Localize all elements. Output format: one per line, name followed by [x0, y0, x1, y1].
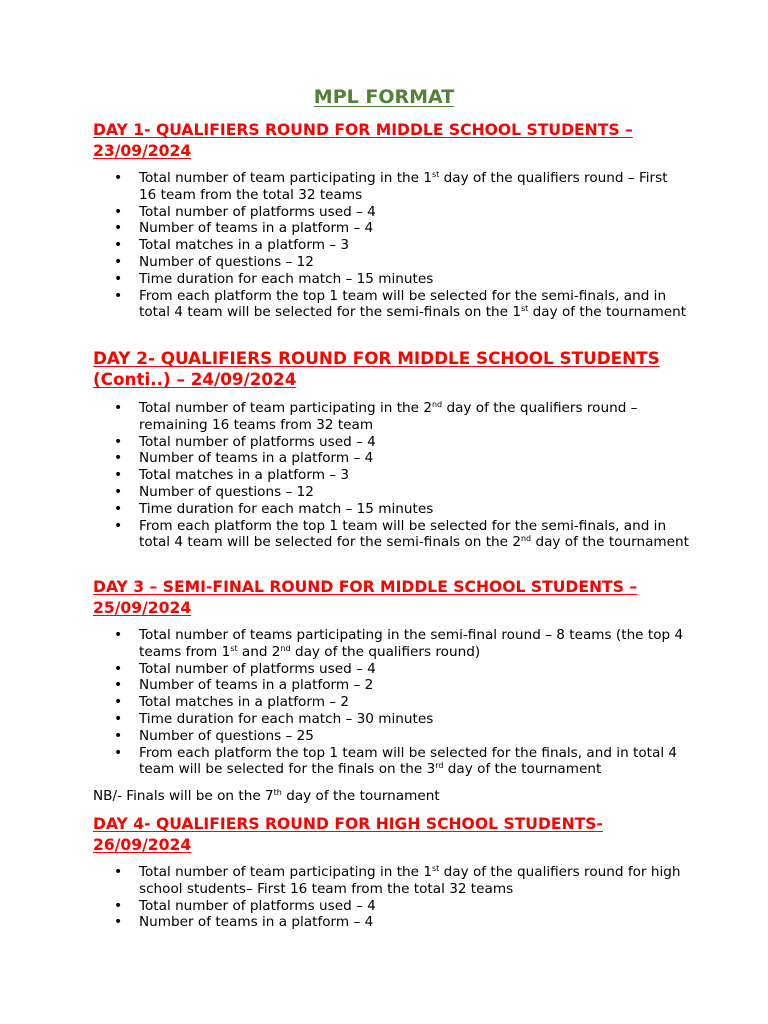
list-item: • Total matches in a platform – 3: [139, 237, 689, 254]
list-item: • Number of teams in a platform – 4: [139, 450, 689, 467]
section-heading-day-1: DAY 1- QUALIFIERS ROUND FOR MIDDLE SCHOOL STUDENTS – 23/09/2024: [93, 121, 633, 160]
list-item: • Total number of platforms used – 4: [139, 434, 689, 451]
list-item: • Total matches in a platform – 3: [139, 467, 689, 484]
finals-note: NB/- Finals will be on the 7th day of the tournament: [93, 788, 440, 804]
page-title: MPL FORMAT: [313, 86, 455, 108]
list-item: • Total number of platforms used – 4: [139, 898, 689, 915]
list-item: • Total number of team participating in the 1st day of the qualifiers round for high school students– First 16 team from the total 32 teams: [139, 864, 689, 898]
list-item: • From each platform the top 1 team will be selected for the finals, and in total 4 team will be selected for the finals on the 3rd day of the tournament: [139, 745, 689, 779]
list-item: • Number of questions – 12: [139, 254, 689, 271]
list-item: • Total matches in a platform – 2: [139, 694, 689, 711]
list-item: • Number of questions – 12: [139, 484, 689, 501]
list-item: • Time duration for each match – 30 minutes: [139, 711, 689, 728]
list-item: • Total number of team participating in the 1st day of the qualifiers round – First 16 team from the total 32 teams: [139, 170, 689, 204]
list-item: • Number of teams in a platform – 4: [139, 220, 689, 237]
list-item: • Total number of platforms used – 4: [139, 204, 689, 221]
section-heading-day-4: DAY 4- QUALIFIERS ROUND FOR HIGH SCHOOL STUDENTS- 26/09/2024: [93, 815, 603, 854]
list-item: • Time duration for each match – 15 minutes: [139, 501, 689, 518]
section-heading-day-2: DAY 2- QUALIFIERS ROUND FOR MIDDLE SCHOOL STUDENTS (Conti..) – 24/09/2024: [93, 348, 660, 389]
list-item: • From each platform the top 1 team will be selected for the semi-finals, and in total 4 team will be selected for the semi-finals on the 1st day of the tournament: [139, 288, 689, 322]
section-heading-day-3: DAY 3 – SEMI-FINAL ROUND FOR MIDDLE SCHOOL STUDENTS – 25/09/2024: [93, 578, 638, 617]
section-list-day-4: [139, 864, 689, 931]
list-item: • Number of questions – 25: [139, 728, 689, 745]
list-item: • From each platform the top 1 team will be selected for the semi-finals, and in total 4 team will be selected for the semi-finals on the 2nd day of the tournament: [139, 518, 689, 552]
section-list-day-2: [139, 400, 689, 551]
section-list-day-1: [139, 170, 689, 321]
list-item: • Number of teams in a platform – 4: [139, 914, 689, 931]
section-list-day-3: [139, 627, 689, 778]
list-item: • Time duration for each match – 15 minutes: [139, 271, 689, 288]
list-item: • Total number of team participating in the 2nd day of the qualifiers round – remaining 16 teams from 32 team: [139, 400, 689, 434]
list-item: • Total number of teams participating in the semi-final round – 8 teams (the top 4 teams from 1st and 2nd day of the qualifiers round): [139, 627, 689, 661]
list-item: • Total number of platforms used – 4: [139, 661, 689, 678]
list-item: • Number of teams in a platform – 2: [139, 677, 689, 694]
